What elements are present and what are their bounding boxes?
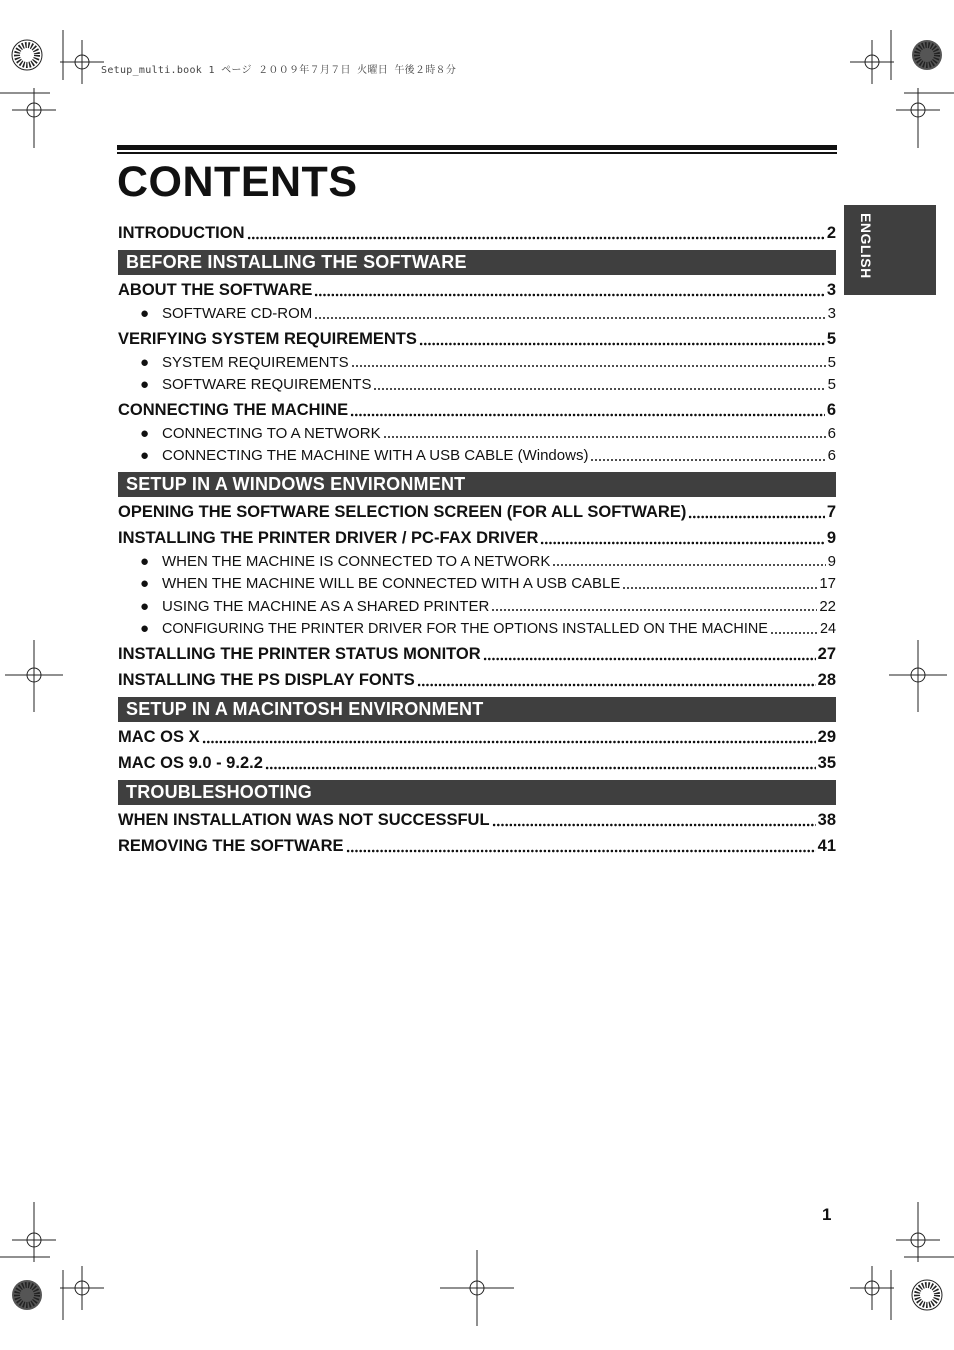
toc-entry-label: INSTALLING THE PRINTER STATUS MONITOR [118,644,481,663]
toc-subentry-label: CONNECTING TO A NETWORK [162,424,381,442]
toc-entry-page: 2 [826,224,836,242]
toc-entry[interactable] [118,277,836,303]
toc-subentry-label: WHEN THE MACHINE IS CONNECTED TO A NETWORK [162,552,551,570]
toc-subentry-label: SOFTWARE CD-ROM [162,305,313,322]
dot-leader [590,454,825,462]
toc-entry-label: OPENING THE SOFTWARE SELECTION SCREEN (FOR ALL SOFTWARE) [118,502,687,521]
dot-leader [350,409,825,417]
toc-subentry[interactable] [118,303,836,326]
section-heading: BEFORE INSTALLING THE SOFTWARE [118,250,836,275]
toc-entry-page: 7 [826,502,836,521]
toc-subentry-label: CONFIGURING THE PRINTER DRIVER FOR THE OPTIONS INSTALLED ON THE MACHINE [162,621,768,637]
dot-leader [540,537,824,545]
toc-entry[interactable] [118,525,836,551]
dot-leader [351,360,826,368]
toc-entry-label: INSTALLING THE PRINTER DRIVER / PC-FAX DRIVER [118,528,539,547]
language-tab-label: ENGLISH [858,213,874,279]
table-of-contents [118,220,836,859]
toc-subentry[interactable] [118,618,836,641]
toc-subentry-page: 3 [827,305,836,322]
toc-subentry[interactable] [118,374,836,397]
toc-subentry[interactable] [118,445,836,468]
toc-subentry[interactable] [118,573,836,596]
bullet-icon: ● [140,376,150,393]
toc-subentry-label: USING THE MACHINE AS A SHARED PRINTER [162,597,490,615]
toc-entry-page: 38 [817,810,836,829]
toc-entry-label: CONNECTING THE MACHINE [118,400,349,419]
dot-leader [622,582,817,590]
toc-entry-label: REMOVING THE SOFTWARE [118,836,344,855]
file-info-header: Setup_multi.book 1 ページ ２００９年７月７日 火曜日 午後２時８分 [101,65,457,76]
toc-entry-page: 29 [817,727,836,746]
toc-entry-page: 3 [826,281,836,299]
toc-subentry-label: SOFTWARE REQUIREMENTS [162,376,372,393]
toc-entry-label: INSTALLING THE PS DISPLAY FONTS [118,670,415,689]
toc-entry[interactable] [118,807,836,833]
toc-entry[interactable] [118,724,836,750]
bullet-icon: ● [140,424,150,442]
toc-subentry-page: 6 [827,424,836,442]
page-title: CONTENTS [117,158,358,206]
bullet-icon: ● [140,552,150,570]
dot-leader [688,511,824,519]
toc-subentry-page: 5 [827,376,836,393]
toc-subentry-page: 5 [827,353,836,371]
toc-entry[interactable] [118,641,836,667]
toc-entry-page: 9 [826,528,836,547]
dot-leader [483,653,816,661]
bullet-icon: ● [140,305,150,322]
section-heading: TROUBLESHOOTING [118,780,836,805]
toc-subentry-label: WHEN THE MACHINE WILL BE CONNECTED WITH A USB CABLE [162,575,621,592]
toc-entry-label: INTRODUCTION [118,224,245,242]
section-heading: SETUP IN A WINDOWS ENVIRONMENT [118,472,836,497]
toc-subentry-label: CONNECTING THE MACHINE WITH A USB CABLE (Windows) [162,447,589,464]
toc-entry-introduction[interactable] [118,220,836,246]
toc-entry-page: 6 [826,400,836,419]
toc-entry-page: 5 [826,329,836,348]
dot-leader [491,604,817,612]
dot-leader [417,679,816,687]
page-number: 1 [822,1205,832,1224]
dot-leader [202,736,816,744]
bullet-icon: ● [140,597,150,615]
dot-leader [373,383,825,391]
toc-subentry-label: SYSTEM REQUIREMENTS [162,353,349,371]
toc-subentry-page: 6 [827,447,836,464]
toc-entry-page: 35 [817,753,836,772]
toc-entry[interactable] [118,499,836,525]
dot-leader [314,312,825,320]
toc-entry[interactable] [118,833,836,859]
dot-leader [770,627,818,635]
toc-subentry-page: 17 [819,575,836,592]
bullet-icon: ● [140,447,150,464]
dot-leader [492,819,816,827]
toc-entry-page: 28 [817,670,836,689]
toc-entry-label: ABOUT THE SOFTWARE [118,281,313,299]
toc-entry-label: WHEN INSTALLATION WAS NOT SUCCESSFUL [118,810,490,829]
section-heading: SETUP IN A MACINTOSH ENVIRONMENT [118,697,836,722]
toc-entry[interactable] [118,667,836,693]
dot-leader [419,338,825,346]
dot-leader [552,559,825,567]
toc-entry-label: MAC OS 9.0 - 9.2.2 [118,753,263,772]
toc-entry[interactable] [118,750,836,776]
toc-entry-label: MAC OS X [118,727,200,746]
bullet-icon: ● [140,620,150,637]
bullet-icon: ● [140,575,150,592]
dot-leader [314,289,824,297]
title-rule-thick [117,145,837,150]
toc-entry[interactable] [118,397,836,423]
toc-subentry-page: 9 [827,552,836,570]
toc-subentry[interactable] [118,551,836,574]
toc-subentry[interactable] [118,352,836,375]
toc-subentry[interactable] [118,423,836,446]
toc-entry-label: VERIFYING SYSTEM REQUIREMENTS [118,329,417,348]
toc-subentry[interactable] [118,596,836,619]
toc-entry-page: 41 [817,836,836,855]
dot-leader [383,431,826,439]
dot-leader [265,762,816,770]
toc-entry[interactable] [118,326,836,352]
toc-subentry-page: 22 [819,597,836,615]
title-rule-thin [117,152,837,154]
dot-leader [247,232,825,240]
toc-subentry-page: 24 [819,621,836,637]
bullet-icon: ● [140,353,150,371]
toc-entry-page: 27 [817,644,836,663]
dot-leader [346,845,816,853]
